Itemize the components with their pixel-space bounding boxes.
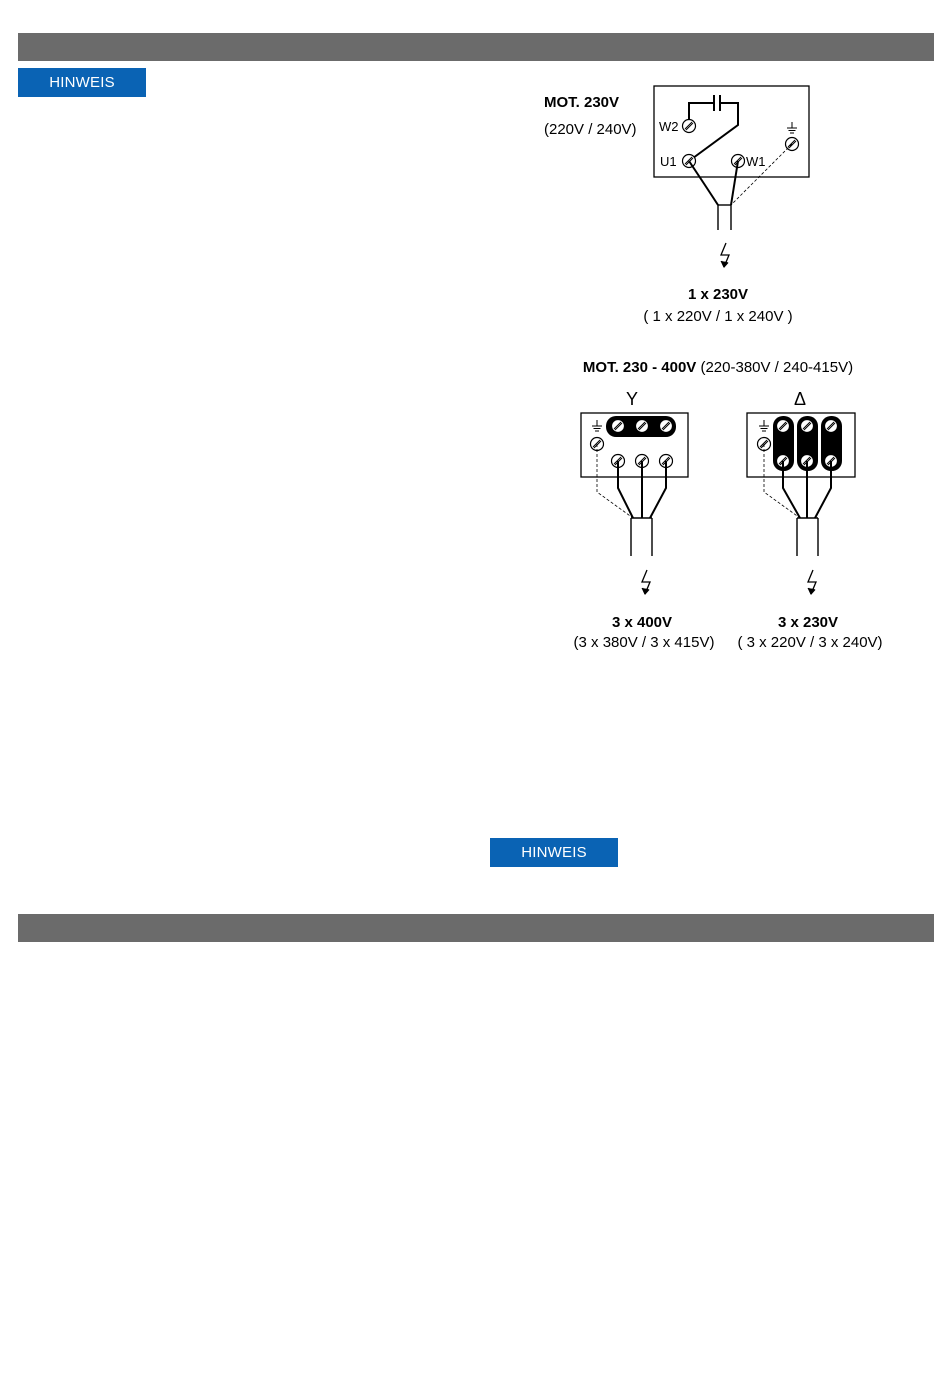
single-phase-supply: 1 x 230V xyxy=(687,286,749,303)
single-phase-subtitle: (220V / 240V) xyxy=(544,121,637,138)
electric-bolt-icon xyxy=(642,570,651,595)
delta-supply-alt: ( 3 x 220V / 3 x 240V) xyxy=(737,634,883,651)
supply-cable xyxy=(718,205,731,230)
single-phase-diagram xyxy=(544,86,809,325)
star-supply: 3 x 400V xyxy=(611,614,673,631)
single-phase-supply-alt: ( 1 x 220V / 1 x 240V ) xyxy=(643,308,793,325)
electric-bolt-icon xyxy=(721,243,730,268)
star-supply-alt: (3 x 380V / 3 x 415V) xyxy=(573,634,715,651)
delta-symbol: Δ xyxy=(793,389,807,409)
terminal-u1-label: U1 xyxy=(660,154,677,169)
notice-badge: HINWEIS xyxy=(18,68,146,97)
terminal-w2-label: W2 xyxy=(659,119,679,134)
electric-bolt-icon xyxy=(808,570,817,595)
three-phase-title xyxy=(583,359,853,376)
star-symbol: Y xyxy=(625,389,639,409)
three-phase-title-bold: MOT. 230 - 400V xyxy=(582,359,697,376)
three-phase-title-rest: (220-380V / 240-415V) xyxy=(700,359,854,376)
single-phase-title: MOT. 230V xyxy=(544,94,620,111)
three-phase-diagram xyxy=(574,359,883,651)
notice-badge-2: HINWEIS xyxy=(490,838,618,867)
terminal-w2-screw xyxy=(683,120,696,133)
delta-connection xyxy=(737,389,882,651)
footer-bar xyxy=(18,914,934,942)
delta-supply: 3 x 230V xyxy=(777,614,839,631)
star-connection xyxy=(574,389,715,651)
terminal-w1-label: W1 xyxy=(746,154,766,169)
